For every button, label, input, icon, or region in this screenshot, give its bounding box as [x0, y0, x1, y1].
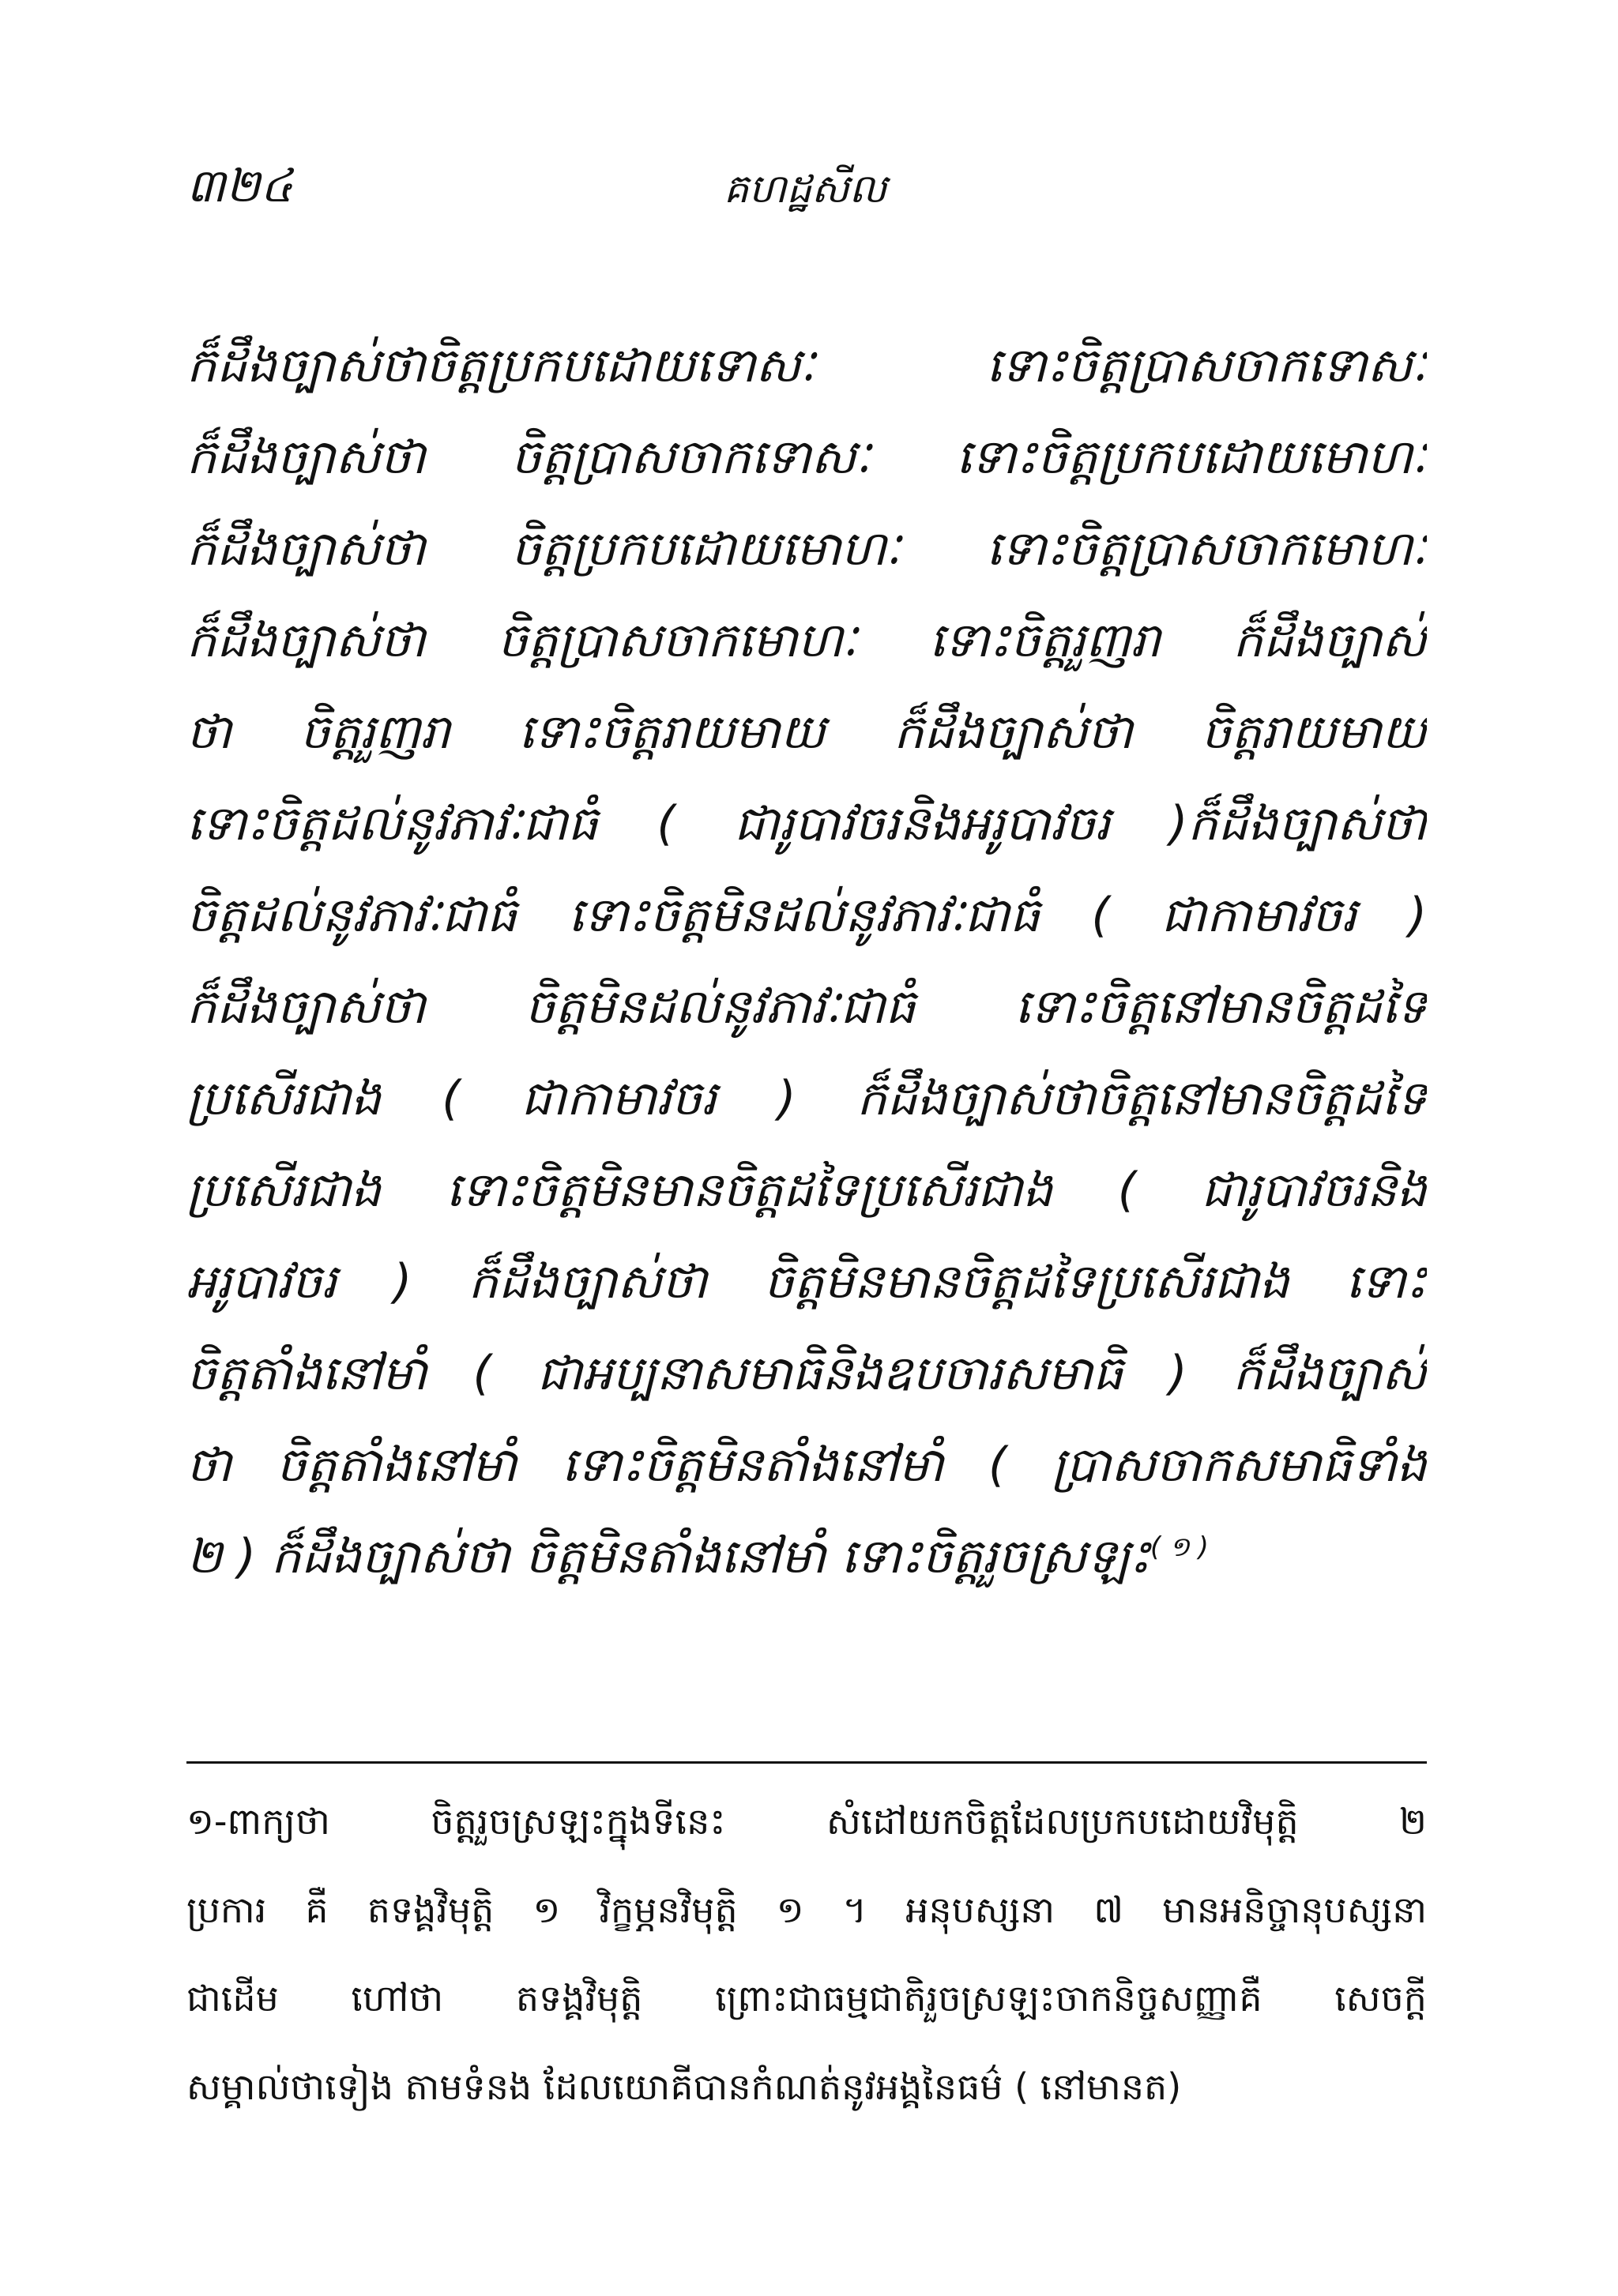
- text-line: ប្រសើរជាង ( ជាកាមាវចរ ) ក៏ដឹងច្បាស់ថាចិត្តនៅមានចិត្តដទៃ: [186, 1071, 1427, 1126]
- footnote-line-last: សម្គាល់ថាទៀង តាមទំនង ដែលយោគីបានកំណត់នូវអង្គនៃធម៌ ( នៅមានត): [186, 2065, 1182, 2108]
- text-line: ក៏ដឹងច្បាស់ថា ចិត្តប្រាសចាកទោសៈ ទោះចិត្តប្រកបដោយមោហៈ: [186, 430, 1427, 485]
- text-line: ថា ចិត្តរួញរា ទោះចិត្តរាយមាយ ក៏ដឹងច្បាស់ថា ចិត្តរាយមាយ: [186, 705, 1427, 760]
- text-line: ក៏ដឹងច្បាស់ថា ចិត្តប្រាសចាកមោហៈ ទោះចិត្តរួញរា ក៏ដឹងច្បាស់: [186, 613, 1427, 668]
- page-number: ៣២៤: [186, 159, 293, 212]
- text-line: ក៏ដឹងច្បាស់ថា ចិត្តមិនដល់នូវភាវៈជាធំ ទោះចិត្តនៅមានចិត្តដទៃ: [186, 979, 1427, 1035]
- footnote-divider: [186, 1761, 1427, 1764]
- main-text: [186, 320, 1427, 1603]
- text-line: ក៏ដឹងច្បាស់ថាចិត្តប្រកបដោយទោសៈ ទោះចិត្តប្រាសចាកទោសៈ: [186, 338, 1427, 393]
- text-line: ចិត្តដល់នូវភាវៈជាធំ ទោះចិត្តមិនដល់នូវភាវៈជាធំ ( ជាកាមាវចរ ): [186, 888, 1427, 943]
- text-line: ចិត្តតាំងនៅមាំ ( ជាអប្បនាសមាធិនិងឧបចារសមាធិ ) ក៏ដឹងច្បាស់: [186, 1346, 1427, 1401]
- running-title: គហដ្ឋសីល: [724, 166, 887, 212]
- text-line: ថា ចិត្តតាំងនៅមាំ ទោះចិត្តមិនតាំងនៅមាំ ( ប្រាសចាកសមាធិទាំង: [186, 1437, 1427, 1493]
- text-line: អរូបាវចរ ) ក៏ដឹងច្បាស់ថា ចិត្តមិនមានចិត្តដទៃប្រសើរជាង ទោះ: [186, 1254, 1427, 1310]
- footnote-line: ប្រការ គឺ តទង្គវិមុត្តិ ១ វិក្ខម្ភនវិមុត្តិ ១ ។ អនុបស្សនា ៧ មានអនិច្ចានុបស្សនា: [186, 1888, 1427, 1931]
- text-line: ក៏ដឹងច្បាស់ថា ចិត្តប្រកបដោយមោហៈ ទោះចិត្តប្រាសចាកមោហៈ: [186, 521, 1427, 577]
- text-line-last: [186, 1511, 1427, 1603]
- footnote-line: ១-ពាក្យថា ចិត្តរួចស្រឡះក្នុងទីនេះ សំដៅយកចិត្តដែលប្រកបដោយវិមុត្តិ ២: [186, 1800, 1427, 1843]
- footnote: [186, 1777, 1427, 2131]
- text-line-last-content: ២ ) ក៏ដឹងច្បាស់ថា ចិត្តមិនតាំងនៅមាំ ទោះចិត្តរួចស្រឡះ: [186, 1529, 1151, 1584]
- text-line: ប្រសើរជាង ទោះចិត្តមិនមានចិត្តដទៃប្រសើរជាង ( ជារូបាវចរនិង: [186, 1163, 1427, 1218]
- page-header: [186, 158, 1419, 221]
- text-line: ទោះចិត្តដល់នូវភាវៈជាធំ ( ជារូបាវចរនិងអរូបាវចរ )ក៏ដឹងច្បាស់ថា: [186, 796, 1427, 851]
- footnote-line: ជាដើម ហៅថា តទង្គវិមុត្តិ ព្រោះជាធម្មជាតិរួចស្រឡះចាកនិច្ចសញ្ញាគឺ សេចក្តី: [186, 1977, 1427, 2020]
- footnote-marker: ( ១ ): [1150, 1531, 1209, 1563]
